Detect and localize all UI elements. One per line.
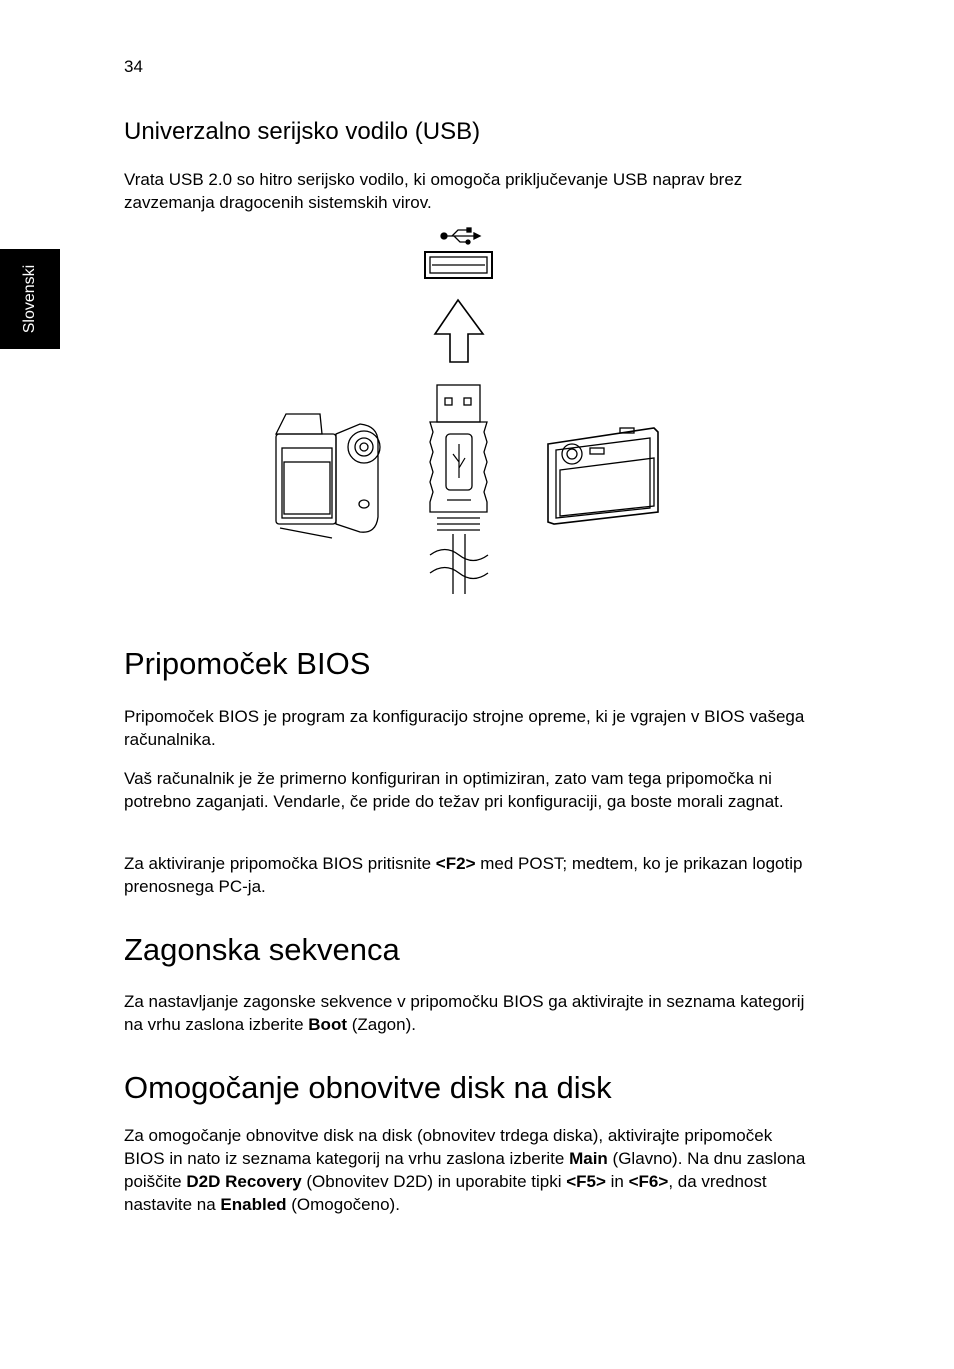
usb-paragraph: Vrata USB 2.0 so hitro serijsko vodilo, ki omogoča priključevanje USB naprav brez zavzemanja dragocenih sistemskih virov.: [124, 170, 743, 212]
bios-p3-text-b: med POST; medtem, ko je prikazan logotip prenosnega PC-ja.: [124, 854, 803, 896]
d2d-text-a: Za omogočanje obnovitve disk na disk (obnovitev trdega diska), aktivirajte pripomoček BIOS in nato iz seznama kategorij na vrhu zaslona izberite: [124, 1126, 773, 1168]
usb-section: [124, 118, 814, 146]
d2d-text-f: (Omogočeno).: [286, 1195, 400, 1214]
usb-symbol-icon: [441, 228, 480, 244]
f5-key: <F5>: [566, 1172, 606, 1191]
language-tab: [0, 249, 60, 349]
d2d-text-b: (Glavno). Na dnu zaslona poiščite: [124, 1149, 806, 1191]
d2d-text-d: in: [605, 1172, 629, 1191]
f2-key: <F2>: [435, 854, 476, 873]
boot-text-a: Za nastavljanje zagonske sekvence v pripomočku BIOS ga aktivirajte in seznama kategorij na vrhu zaslona izberite: [124, 992, 805, 1034]
usb-port-icon: [425, 252, 492, 278]
enabled-keyword: Enabled: [220, 1195, 287, 1214]
bios-paragraph-2: Vaš računalnik je že primerno konfiguriran in optimiziran, zato vam tega pripomočka ni potrebno zaganjati. Vendarle, če pride do težav pri konfiguraciji, ga boste morali zagnat.: [124, 769, 784, 811]
d2d-paragraph: [124, 1124, 814, 1216]
boot-paragraph: [124, 990, 814, 1036]
arrow-up-icon: [435, 300, 483, 362]
bios-heading: Pripomoček BIOS: [124, 646, 371, 681]
main-keyword: Main: [569, 1149, 608, 1168]
bios-paragraph-1: Pripomoček BIOS je program za konfiguracijo strojne opreme, ki je vgrajen v BIOS vašega računalnika.: [124, 707, 805, 749]
bios-p3-text-a: Za aktiviranje pripomočka BIOS pritisnite: [124, 854, 436, 873]
usb-heading: Univerzalno serijsko vodilo (USB): [124, 118, 481, 145]
usb-plug-icon: [430, 385, 488, 594]
f6-key: <F6>: [628, 1172, 669, 1191]
d2d-heading: Omogočanje obnovitve disk na disk: [124, 1070, 612, 1105]
digital-camera-icon: [548, 428, 658, 524]
d2d-text-e: , da vrednost nastavite na: [124, 1172, 767, 1214]
boot-heading: Zagonska sekvenca: [124, 932, 400, 967]
boot-keyword: Boot: [308, 1015, 347, 1034]
boot-text-b: (Zagon).: [347, 1015, 416, 1034]
page-number: 34: [124, 57, 143, 76]
language-tab-label: Slovenski: [21, 264, 38, 334]
d2d-recovery-keyword: D2D Recovery: [186, 1172, 302, 1191]
usb-figure: [260, 222, 680, 602]
d2d-text-c: (Obnovitev D2D) in uporabite tipki: [301, 1172, 567, 1191]
bios-paragraph-3: [124, 852, 814, 898]
camcorder-icon: [276, 414, 380, 538]
